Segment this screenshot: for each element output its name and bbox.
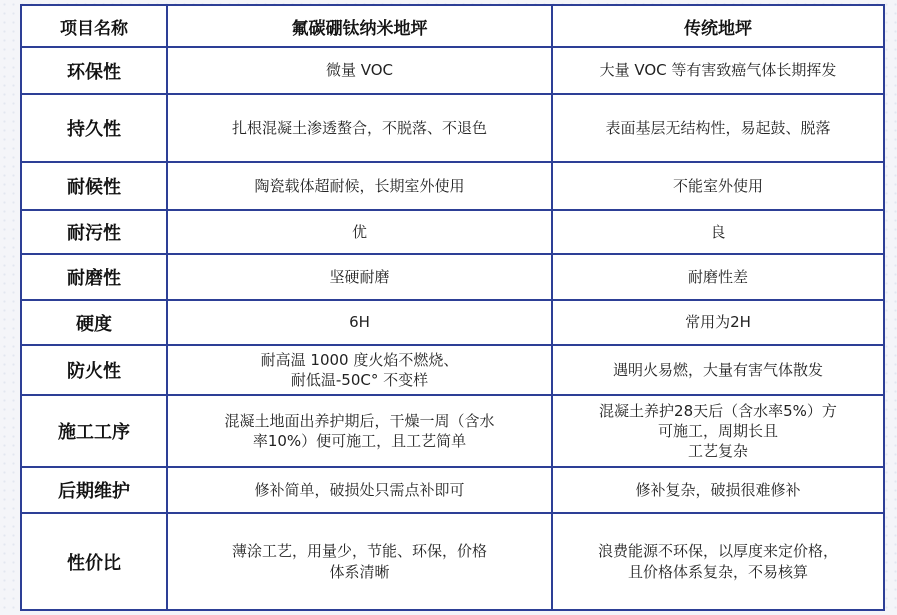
table-row — [21, 47, 884, 94]
table-row — [21, 210, 884, 254]
row-label: 持久性 — [21, 94, 167, 162]
traditional-value: 大量 VOC 等有害致癌气体长期挥发 — [552, 47, 884, 94]
table-row — [21, 300, 884, 345]
row-label: 防火性 — [21, 345, 167, 395]
cell-line: 体系清晰 — [329, 562, 390, 581]
nano-value: 陶瓷载体超耐候，长期室外使用 — [167, 162, 552, 210]
table-row — [21, 467, 884, 513]
table-row — [21, 94, 884, 162]
cell-line: 薄涂工艺，用量少，节能、环保，价格 — [231, 542, 487, 561]
cell-line: 混凝土养护28天后（含水率5%）方 — [599, 401, 837, 420]
row-label: 耐候性 — [21, 162, 167, 210]
row-label: 硬度 — [21, 300, 167, 345]
traditional-value: 常用为2H — [552, 300, 884, 345]
cell-line: 率10%）便可施工，且工艺简单 — [252, 432, 467, 450]
nano-value — [167, 345, 552, 395]
cell-line: 耐高温 1000 度火焰不燃烧、 — [260, 350, 459, 369]
traditional-value: 表面基层无结构性，易起鼓、脱落 — [552, 94, 884, 162]
traditional-value — [552, 513, 884, 610]
row-label: 耐磨性 — [21, 254, 167, 300]
table-row — [21, 162, 884, 210]
header-item-name: 项目名称 — [21, 5, 167, 47]
row-label: 耐污性 — [21, 210, 167, 254]
traditional-value: 耐磨性差 — [552, 254, 884, 300]
table-row — [21, 345, 884, 395]
nano-value — [167, 395, 552, 467]
header-traditional-floor: 传统地坪 — [552, 5, 884, 47]
cell-line: 混凝土地面出养护期后，干燥一周（含水 — [224, 411, 495, 430]
nano-value: 坚硬耐磨 — [167, 254, 552, 300]
nano-value: 6H — [167, 300, 552, 345]
table-row — [21, 254, 884, 300]
traditional-value: 修补复杂，破损很难修补 — [552, 467, 884, 513]
nano-value: 扎根混凝土渗透螯合，不脱落、不退色 — [167, 94, 552, 162]
cell-line: 且价格体系复杂，不易核算 — [627, 562, 808, 581]
nano-value: 优 — [167, 210, 552, 254]
row-label: 环保性 — [21, 47, 167, 94]
comparison-table — [20, 4, 885, 611]
traditional-value — [552, 395, 884, 467]
cell-line: 工艺复杂 — [687, 442, 748, 461]
cell-line: 浪费能源不环保，以厚度来定价格， — [597, 542, 838, 561]
header-nano-floor: 氟碳硼钛纳米地坪 — [167, 5, 552, 47]
traditional-value: 不能室外使用 — [552, 162, 884, 210]
nano-value: 微量 VOC — [167, 47, 552, 94]
row-label: 施工工序 — [21, 395, 167, 467]
traditional-value: 遇明火易燃，大量有害气体散发 — [552, 345, 884, 395]
nano-value — [167, 513, 552, 610]
table-row — [21, 513, 884, 610]
cell-line: 可施工，周期长且 — [657, 421, 778, 440]
row-label: 后期维护 — [21, 467, 167, 513]
table-header-row — [21, 5, 884, 47]
row-label: 性价比 — [21, 513, 167, 610]
cell-line: 耐低温-50C° 不变样 — [290, 371, 429, 389]
table-row — [21, 395, 884, 467]
nano-value: 修补简单，破损处只需点补即可 — [167, 467, 552, 513]
traditional-value: 良 — [552, 210, 884, 254]
